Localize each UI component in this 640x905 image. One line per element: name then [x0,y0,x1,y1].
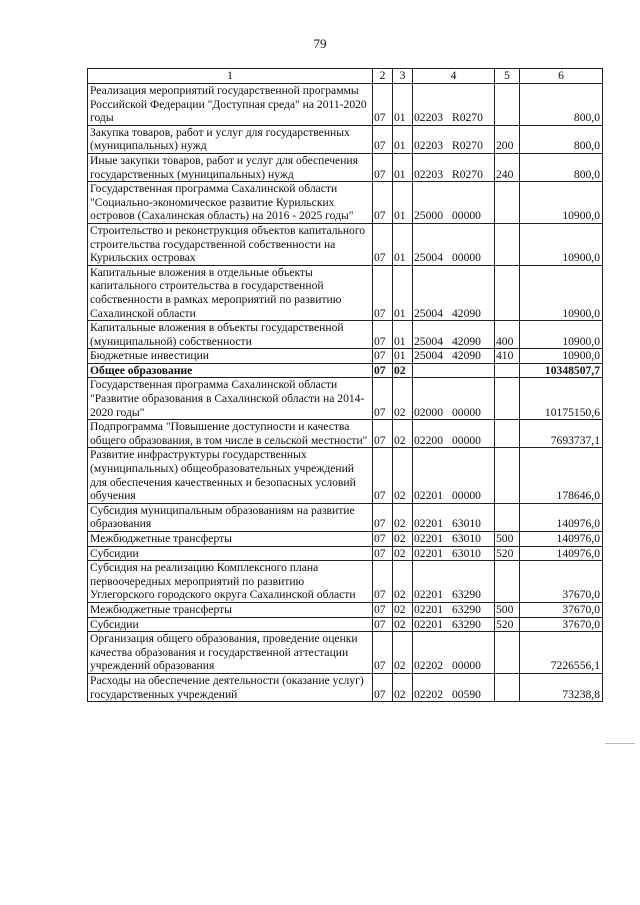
row-name: Капитальные вложения в объекты государственной (муниципальной) собственности [88,321,373,349]
row-section: 07 [373,503,393,531]
row-expense-type: 410 [495,349,520,364]
row-expense-type: 500 [495,532,520,547]
row-code-program: 02203 [414,139,443,153]
row-target-code [413,223,495,265]
row-expense-type [495,182,520,224]
row-amount: 140976,0 [520,532,603,547]
row-section: 07 [373,223,393,265]
row-code-direction: 63290 [451,588,481,602]
row-target-code [413,420,495,448]
row-name: Государственная программа Сахалинской области "Развитие образования в Сахалинской области на 2014-2020 годы" [88,378,373,420]
row-target-code [413,602,495,617]
row-code-direction: 42090 [451,306,481,320]
row-subsection: 02 [393,532,413,547]
row-amount: 7226556,1 [520,632,603,674]
row-expense-type [495,632,520,674]
row-subsection: 02 [393,503,413,531]
row-code-program: 02201 [414,532,443,545]
row-target-code [413,84,495,126]
row-subsection: 02 [393,448,413,503]
row-subsection: 02 [393,602,413,617]
row-subsection: 01 [393,153,413,181]
header-rz: 2 [373,69,393,84]
row-name: Организация общего образования, проведение оценки качества образования и государственной аттестации учреждений образования [88,632,373,674]
table-body [88,84,603,702]
row-name: Строительство и реконструкция объектов капитального строительства государственной собственности на Курильских островах [88,223,373,265]
header-amount: 6 [520,69,603,84]
row-target-code [413,561,495,603]
row-expense-type: 400 [495,321,520,349]
row-section: 07 [373,632,393,674]
row-code-direction: 63010 [451,517,481,531]
row-name: Реализация мероприятий государственной программы Российской Федерации "Доступная среда" на 2011-2020 годы [88,84,373,126]
row-expense-type: 240 [495,153,520,181]
row-name: Развитие инфраструктуры государственных (муниципальных) общеобразовательных учреждений для обеспечения качественных и безопасных условий обучения [88,448,373,503]
row-code-direction: 63010 [451,532,481,545]
table-row [88,125,603,153]
row-section: 07 [373,602,393,617]
row-target-code [413,153,495,181]
row-amount: 10900,0 [520,223,603,265]
row-target-code [413,532,495,547]
header-csr: 4 [413,69,495,84]
row-code-direction: R0270 [451,111,483,125]
row-subsection: 01 [393,321,413,349]
row-code-program: 25004 [414,349,443,363]
row-section: 07 [373,378,393,420]
row-code-program: 02000 [414,405,443,419]
row-expense-type [495,223,520,265]
row-amount: 800,0 [520,125,603,153]
row-amount: 800,0 [520,84,603,126]
table-row [88,546,603,561]
row-name: Подпрограмма "Повышение доступности и качества общего образования, в том числе в сельской местности" [88,420,373,448]
row-name: Расходы на обеспечение деятельности (оказание услуг) государственных учреждений [88,673,373,701]
row-amount: 37670,0 [520,617,603,632]
table-row [88,182,603,224]
row-amount: 37670,0 [520,602,603,617]
row-code-direction: 00000 [451,209,481,223]
table-row [88,265,603,320]
row-subsection: 02 [393,420,413,448]
row-amount: 7693737,1 [520,420,603,448]
row-subsection: 01 [393,182,413,224]
row-section: 07 [373,673,393,701]
row-name: Субсидии [88,617,373,632]
table-row [88,349,603,364]
table-row [88,602,603,617]
row-amount: 73238,8 [520,673,603,701]
row-amount: 140976,0 [520,546,603,561]
row-code-direction: 63290 [451,602,481,616]
header-pr: 3 [393,69,413,84]
row-subsection: 02 [393,546,413,561]
row-expense-type: 520 [495,617,520,632]
row-section: 07 [373,84,393,126]
row-name: Иные закупки товаров, работ и услуг для обеспечения государственных (муниципальных) нужд [88,153,373,181]
row-section: 07 [373,182,393,224]
row-amount: 178646,0 [520,448,603,503]
row-code-program: 25004 [414,306,443,320]
row-target-code [413,673,495,701]
margin-mark [605,743,635,744]
table-row [88,84,603,126]
row-name: Межбюджетные трансферты [88,532,373,547]
row-name: Бюджетные инвестиции [88,349,373,364]
row-target-code [413,448,495,503]
row-code-program: 02201 [414,489,443,503]
table-row [88,363,603,378]
row-section: 07 [373,561,393,603]
row-subsection: 01 [393,125,413,153]
row-target-code [413,378,495,420]
row-code-program: 02201 [414,517,443,531]
row-subsection: 02 [393,378,413,420]
row-expense-type [495,84,520,126]
row-code-program: 02201 [414,588,443,602]
row-target-code [413,321,495,349]
row-section: 07 [373,546,393,561]
row-name: Капитальные вложения в отдельные объекты капитального строительства в государственной собственности в рамках мероприятий по развитию Сахалинской области [88,265,373,320]
row-subsection: 01 [393,223,413,265]
row-name: Закупка товаров, работ и услуг для государственных (муниципальных) нужд [88,125,373,153]
row-code-direction: R0270 [451,167,483,181]
header-vr: 5 [495,69,520,84]
row-amount: 37670,0 [520,561,603,603]
row-amount: 10900,0 [520,265,603,320]
table-row [88,503,603,531]
row-subsection: 01 [393,265,413,320]
row-section: 07 [373,532,393,547]
row-expense-type: 520 [495,546,520,561]
table-row [88,378,603,420]
table-row [88,632,603,674]
header-name: 1 [88,69,373,84]
row-code-direction: 42090 [451,334,481,348]
row-target-code [413,363,495,378]
row-section: 07 [373,349,393,364]
row-code-direction: 63290 [451,617,481,631]
row-code-program: 02202 [414,687,443,701]
row-subsection: 02 [393,561,413,603]
row-code-direction: R0270 [451,139,483,153]
row-target-code [413,125,495,153]
row-name: Общее образование [88,363,373,378]
table-row [88,223,603,265]
page-number: 79 [313,36,327,51]
budget-table [87,68,603,702]
row-section: 07 [373,153,393,181]
row-code-direction: 63010 [451,546,481,560]
row-section: 07 [373,363,393,378]
row-section: 07 [373,420,393,448]
row-target-code [413,503,495,531]
row-code-program: 02203 [414,111,443,125]
row-section: 07 [373,265,393,320]
row-expense-type [495,561,520,603]
row-code-program: 02202 [414,659,443,673]
row-amount: 10900,0 [520,321,603,349]
table-row [88,673,603,701]
table-row [88,153,603,181]
row-amount: 10175150,6 [520,378,603,420]
row-section: 07 [373,617,393,632]
row-code-program: 02201 [414,617,443,631]
table-row [88,448,603,503]
table-row [88,617,603,632]
row-code-direction: 00000 [451,251,481,265]
row-code-direction: 00590 [451,687,481,701]
row-expense-type [495,420,520,448]
row-code-program: 25000 [414,209,443,223]
row-target-code [413,349,495,364]
row-code-program: 02200 [414,433,443,447]
row-code-program: 25004 [414,334,443,348]
row-target-code [413,265,495,320]
row-name: Субсидия на реализацию Комплексного плана первоочередных мероприятий по развитию Углегорского городского округа Сахалинской области [88,561,373,603]
row-amount: 140976,0 [520,503,603,531]
row-subsection: 02 [393,363,413,378]
table-row [88,532,603,547]
row-expense-type: 200 [495,125,520,153]
row-expense-type [495,363,520,378]
row-subsection: 02 [393,632,413,674]
row-expense-type: 500 [495,602,520,617]
row-expense-type [495,448,520,503]
row-code-program: 02203 [414,167,443,181]
row-subsection: 02 [393,617,413,632]
row-name: Государственная программа Сахалинской области "Социально-экономическое развитие Курильских островов (Сахалинская область) на 2016 - 2025 годы" [88,182,373,224]
row-code-direction: 42090 [451,349,481,363]
header-row [88,69,603,84]
row-amount: 10900,0 [520,349,603,364]
row-code-program: 25004 [414,251,443,265]
row-expense-type [495,265,520,320]
row-target-code [413,182,495,224]
row-code-direction: 00000 [451,659,481,673]
row-expense-type [495,673,520,701]
table-row [88,561,603,603]
row-section: 07 [373,448,393,503]
row-section: 07 [373,321,393,349]
row-code-direction: 00000 [451,433,481,447]
row-code-direction: 00000 [451,489,481,503]
row-code-program: 02201 [414,602,443,616]
row-amount: 800,0 [520,153,603,181]
row-amount: 10348507,7 [520,363,603,378]
row-target-code [413,617,495,632]
table-row [88,321,603,349]
row-subsection: 01 [393,349,413,364]
row-amount: 10900,0 [520,182,603,224]
row-expense-type [495,503,520,531]
row-subsection: 01 [393,84,413,126]
row-name: Субсидия муниципальным образованиям на развитие образования [88,503,373,531]
row-target-code [413,632,495,674]
row-code-direction: 00000 [451,405,481,419]
table-row [88,420,603,448]
row-name: Субсидии [88,546,373,561]
row-section: 07 [373,125,393,153]
row-subsection: 02 [393,673,413,701]
row-name: Межбюджетные трансферты [88,602,373,617]
row-code-program: 02201 [414,546,443,560]
row-target-code [413,546,495,561]
row-expense-type [495,378,520,420]
